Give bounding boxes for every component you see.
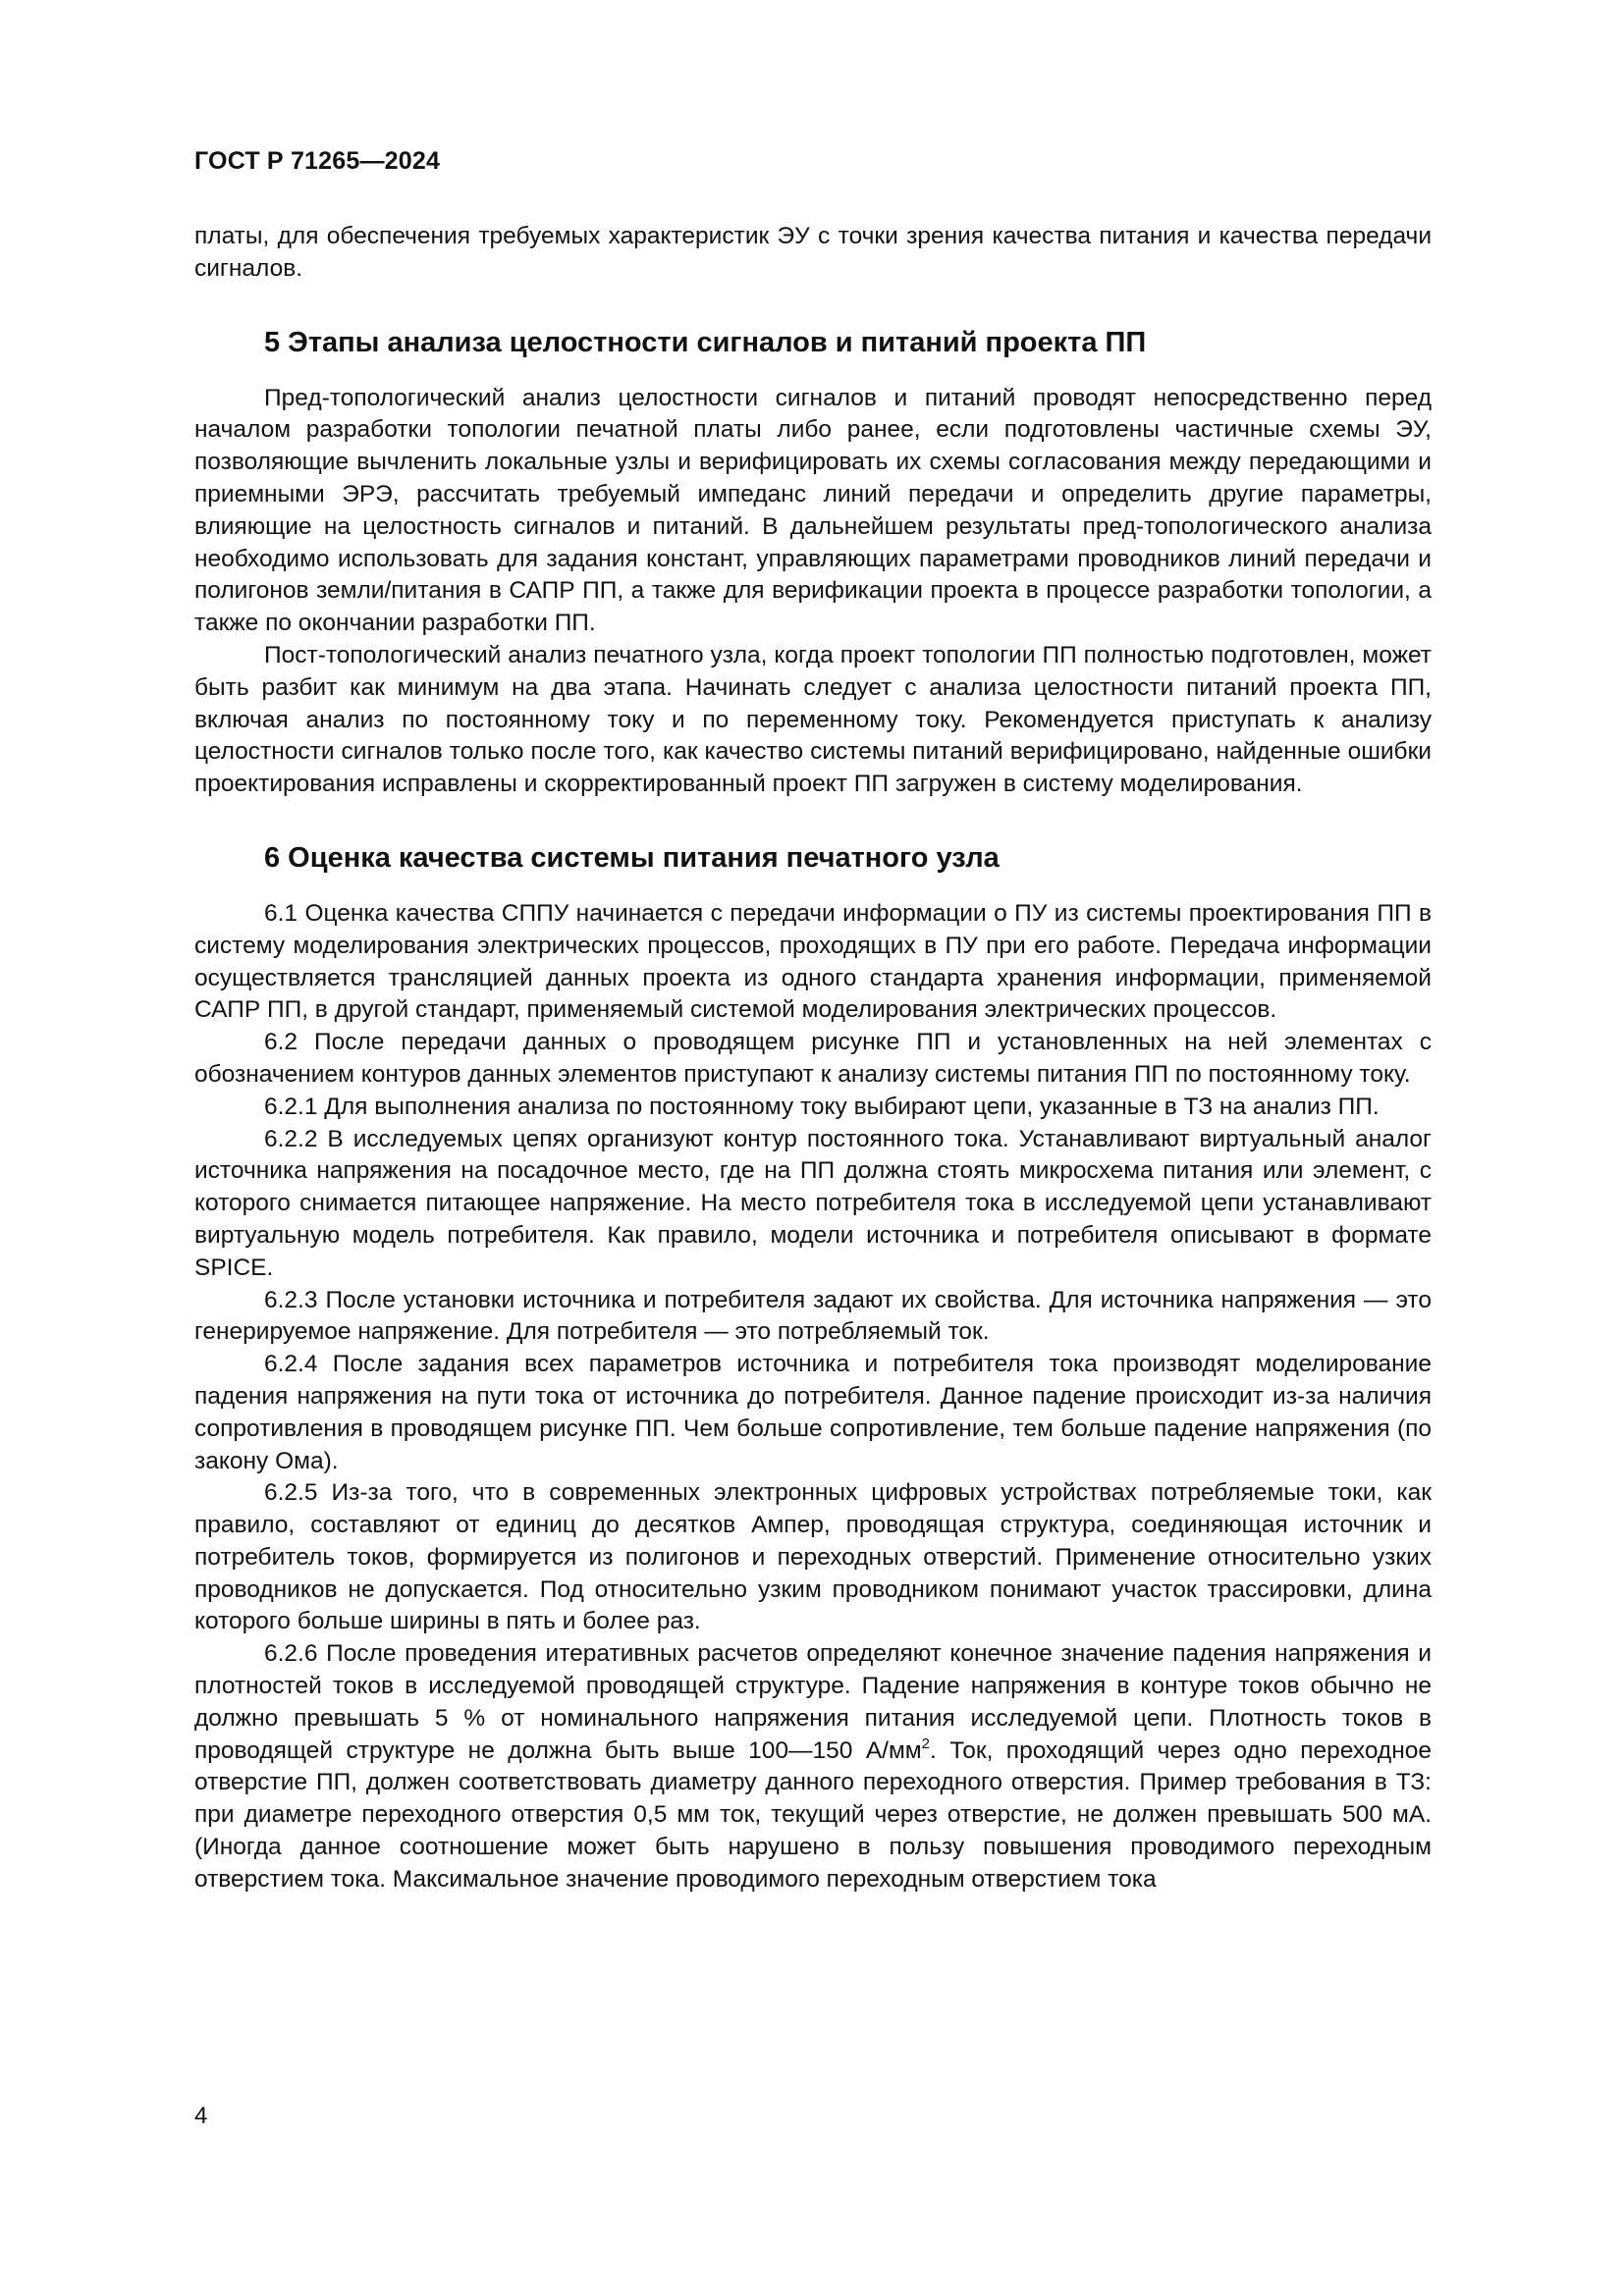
section-6-heading: 6 Оценка качества системы питания печатного узла — [264, 841, 1000, 874]
clause-6-2-5: 6.2.5 Из-за того, что в современных электронных цифровых устройствах потребляемые токи, как правило, составляют от единиц до десятков Ампер, проводящая структура, соединяющая источник и потребитель токов, формируется из полигонов и переходных отверстий. Применение относительно узких проводников не допускается. Под относительно узким проводником понимают участок трассировки, длина которого больше ширины в пять и более раз. — [194, 1479, 1432, 1635]
clause-6-2-1: 6.2.1 Для выполнения анализа по постоянному току выбирают цепи, указанные в ТЗ на анализ ПП. — [264, 1093, 1380, 1120]
clause-6-2-6-text-start: 6.2.6 После проведения итеративных расчетов определяют конечное значение падения напряжения и плотностей токов в исследуемой проводящей структуре. Падение напряжения в контуре токов обычно не должно превышать 5 % от номинального напряжения питания исследуемой цепи. Плотность токов в проводящей структуре не должна быть выше 100—150 А/мм — [194, 1640, 1432, 1764]
clause-6-2-6-text-end: . Ток, проходящий через одно переходное отверстие ПП, должен соответствовать диаметру данного переходного отверстия. Пример требования в ТЗ: при диаметре переходного отверстия 0,5 мм ток, текущий через отверстие, не должен превышать 500 мА. (Иногда данное соотношение может быть нарушено в пользу повышения проводимого переходным отверстием тока. Максимальное значение проводимого переходным отверстием тока — [194, 1736, 1432, 1893]
section-5-paragraph-2: Пост-топологический анализ печатного узла, когда проект топологии ПП полностью подготовлен, может быть разбит как минимум на два этапа. Начинать следует с анализа целостности питаний проекта ПП, включая анализ по постоянному току и по переменному току. Рекомендуется приступать к анализу целостности сигналов только после того, как качество системы питаний верифицировано, найденные ошибки проектирования исправлены и скорректированный проект ПП загружен в систему моделирования. — [194, 641, 1432, 798]
clause-6-1: 6.1 Оценка качества СППУ начинается с передачи информации о ПУ из системы проектирования ПП в систему моделирования электрических процессов, проходящих в ПУ при его работе. Передача информации осуществляется трансляцией данных проекта из одного стандарта хранения информации, применяемой САПР ПП, в другой стандарт, применяемый системой моделирования электрических процессов. — [194, 899, 1432, 1024]
clause-6-2-6 — [194, 1638, 1432, 1896]
continuation-paragraph: платы, для обеспечения требуемых характеристик ЭУ с точки зрения качества питания и качества передачи сигналов. — [194, 223, 1432, 282]
page-number: 4 — [194, 2103, 208, 2129]
standard-designation: ГОСТ Р 71265—2024 — [194, 147, 441, 175]
clause-6-2-4: 6.2.4 После задания всех параметров источника и потребителя тока производят моделирование падения напряжения на пути тока от источника до потребителя. Данное падение происходит из-за наличия сопротивления в проводящем рисунке ПП. Чем больше сопротивление, тем больше падение напряжения (по закону Ома). — [194, 1351, 1432, 1474]
clause-6-2: 6.2 После передачи данных о проводящем рисунке ПП и установленных на ней элементах с обозначением контуров данных элементов приступают к анализу системы питания ПП по постоянному току. — [194, 1029, 1432, 1088]
clause-6-2-2: 6.2.2 В исследуемых цепях организуют контур постоянного тока. Устанавливают виртуальный аналог источника напряжения на посадочное место, где на ПП должна стоять микросхема питания или элемент, с которого снимается питающее напряжение. На место потребителя тока в исследуемой цепи устанавливают виртуальную модель потребителя. Как правило, модели источника и потребителя описывают в формате SPICE. — [194, 1125, 1432, 1281]
page-content — [194, 221, 1432, 1896]
unit-superscript: 2 — [921, 1735, 930, 1752]
section-5-paragraph-1: Пред-топологический анализ целостности сигналов и питаний проводят непосредственно перед началом разработки топологии печатной платы либо ранее, если подготовлены частичные схемы ЭУ, позволяющие вычленить локальные узлы и верифицировать их схемы согласования между передающими и приемными ЭРЭ, рассчитать требуемый импеданс линий передачи и определить другие параметры, влияющие на целостность сигналов и питаний. В дальнейшем результаты пред-топологического анализа необходимо использовать для задания констант, управляющих параметрами проводников линий передачи и полигонов земли/питания в САПР ПП, а также для верификации проекта в процессе разработки топологии, а также по окончании разработки ПП. — [194, 384, 1432, 637]
clause-6-2-3: 6.2.3 После установки источника и потребителя задают их свойства. Для источника напряжения — это генерируемое напряжение. Для потребителя — это потребляемый ток. — [194, 1286, 1432, 1346]
section-5-heading: 5 Этапы анализа целостности сигналов и питаний проекта ПП — [264, 326, 1147, 358]
